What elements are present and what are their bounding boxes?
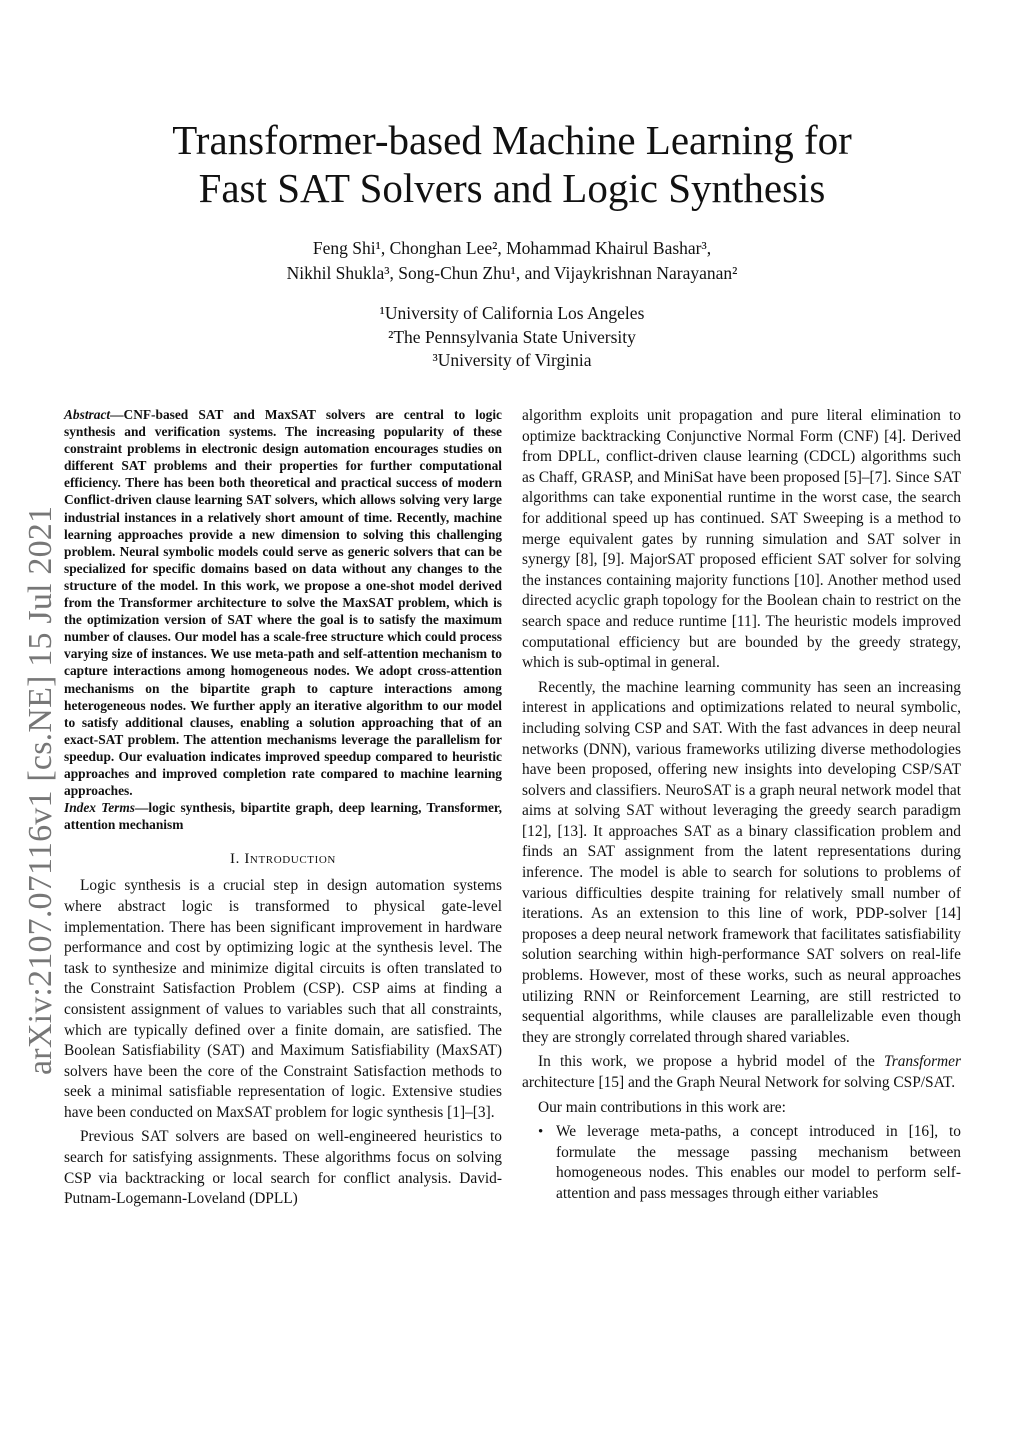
transformer-text-after: architecture [15] and the Graph Neural Network for solving CSP/SAT. — [522, 1074, 956, 1091]
affiliation-2: ²The Pennsylvania State University — [388, 326, 636, 347]
contributions-intro: Our main contributions in this work are: — [538, 1098, 786, 1116]
affiliations — [0, 302, 1024, 373]
contribution-text-1: We leverage meta-paths, a concept introduced in [16], to formulate the message passing mechanism between homogeneous nodes. This enables our model to perform self-attention and pass messages through either variables — [556, 1123, 961, 1202]
transformer-text-before: In this work, we propose a hybrid model of the — [538, 1053, 885, 1071]
contributions-list — [522, 1122, 961, 1204]
title-line-2: Fast SAT Solvers and Logic Synthesis — [198, 165, 826, 211]
paper-title — [0, 116, 1024, 212]
intro-paragraph-3: algorithm exploits unit propagation and pure literal elimination to optimize backtracking Conjunctive Normal Form (CNF) [4]. Derived from DPLL, conflict-driven clause learning (CDCL) algorithms such as Chaff, GRASP, and MiniSat have been proposed [5]–[7]. Since SAT algorithms can take exponential runtime in the worst case, the search for additional speed up has continued. SAT Sweeping is a method to merge equivalent gates by running simulation and SAT solver in synergy [8], [9]. MajorSAT proposed efficient SAT solver for solving the instances containing majority functions [10]. Another method used directed acyclic graph topology for the Boolean chain to restrict on the search space and reduce runtime [11]. The heuristic models improved computational efficiency but are bounded by the greedy strategy, which is sub-optimal in general. — [522, 407, 961, 672]
abstract-text: —CNF-based SAT and MaxSAT solvers are central to logic synthesis and verification systems. The increasing popularity of these constraint problems in electronic design automation encourages studies on different SAT problems and their properties for further computational efficiency. There has been both theoretical and practical success of modern Conflict-driven clause learning SAT solvers, which allows solving very large industrial instances in a relatively short amount of time. Recently, machine learning approaches provide a new dimension to solving this challenging problem. Neural symbolic models could serve as generic solvers that can be specialized for specific domains based on data without any changes to the structure of the model. In this work, we propose a one-shot model derived from the Transformer architecture to solve the MaxSAT problem, which is the optimization version of SAT where the goal is to satisfy the maximum number of clauses. Our model has a scale-free structure which could process varying size of instances. We use meta-path and self-attention mechanism to capture interactions among homogeneous nodes. We adopt cross-attention mechanisms on the bipartite graph to capture interactions among heterogeneous nodes. We further apply an iterative algorithm to our model to satisfy additional clauses, enabling a solution approaching that of an exact-SAT problem. The attention mechanisms leverage the parallelism for speedup. Our evaluation indicates improved speedup compared to heuristic approaches and improved completion rate compared to machine learning approaches. — [64, 407, 502, 799]
contribution-item-1 — [538, 1122, 961, 1204]
authors-line-1: Feng Shi¹, Chonghan Lee², Mohammad Khairul Bashar³, — [312, 238, 712, 258]
intro-paragraph-4: Recently, the machine learning community has seen an increasing interest in applications and optimizations related to neural symbolic, including solving CSP and SAT. With the fast advances in deep neural networks (DNN), various frameworks utilizing diverse methodologies have been proposed, offering new insights into developing CSP/SAT solvers and classifiers. NeuroSAT is a graph neural network model that aims at solving SAT without leveraging the greedy search paradigm [12], [13]. It approaches SAT as a binary classification problem and finds an SAT assignment from the latent representations during inference. The model is able to search for solutions to problems of various difficulties despite training for relatively small number of iterations. As an extension to this line of work, PDP-solver [14] proposes a deep neural network framework that facilitates satisfiability solution searching within high-performance SAT solvers on real-life problems. However, most of these works, such as neural approaches utilizing RNN or Reinforcement Learning, are still restricted to sequential algorithms, while clauses are parallelizable even though they are strongly correlated through shared variables. — [522, 678, 961, 1046]
intro-paragraph-5 — [522, 1052, 961, 1093]
left-column — [64, 406, 502, 1214]
transformer-emph: Transformer — [884, 1053, 961, 1071]
right-column — [522, 406, 961, 1205]
index-terms-lead: Index Terms — [64, 800, 136, 816]
intro-paragraph-2: Previous SAT solvers are based on well-engineered heuristics to search for satisfying assignments. These algorithms focus on solving CSP via backtracking or local search for conflict analysis. David-Putnam-Logemann-Loveland (DPLL) — [64, 1128, 502, 1208]
authors-line-2: Nikhil Shukla³, Song-Chun Zhu¹, and Vijaykrishnan Narayanan² — [286, 263, 738, 283]
section-heading-introduction: I. Introduction — [230, 851, 336, 868]
affiliation-3: ³University of Virginia — [432, 350, 592, 370]
arxiv-stamp: arXiv:2107.07116v1 [cs.NE] 15 Jul 2021 — [22, 505, 59, 1075]
author-list — [0, 236, 1024, 286]
intro-paragraph-1: Logic synthesis is a crucial step in design automation systems where abstract logic is transformed to physical gate-level implementation. There has been significant improvement in hardware performance and cost by optimizing logic at the synthesis level. The task to synthesize and minimize digital circuits is often translated to the Constraint Satisfaction Problem (CSP). CSP aims at finding a consistent assignment of values to variables such that all constraints, which are typically defined over a finite domain, are satisfied. The Boolean Satisfiability (SAT) and Maximum Satisfiability (MaxSAT) solvers have been the core of the Constraint Satisfaction methods to seek a minimal satisfiable representation of logic. Extensive studies have been conducted on MaxSAT problem for logic synthesis [1]–[3]. — [64, 877, 502, 1121]
abstract-lead: Abstract — [64, 407, 111, 422]
index-terms-text: —logic synthesis, bipartite graph, deep learning, Transformer, attention mechanism — [64, 800, 502, 833]
affiliation-1: ¹University of California Los Angeles — [379, 303, 645, 323]
bullet-icon: • — [538, 1124, 544, 1141]
title-line-1: Transformer-based Machine Learning for — [172, 117, 852, 163]
index-terms — [64, 799, 502, 833]
abstract — [64, 406, 502, 799]
